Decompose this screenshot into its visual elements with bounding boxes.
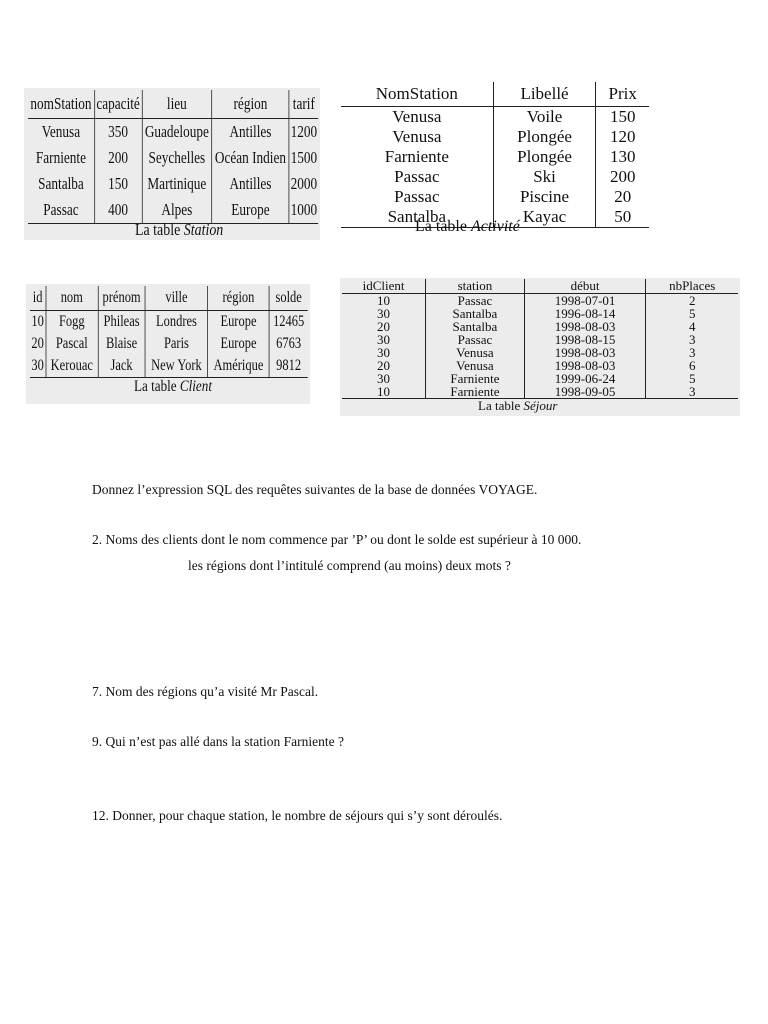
- table-cell: Europe: [212, 197, 289, 224]
- table-row: [341, 147, 649, 167]
- table-cell: Venusa: [426, 346, 525, 359]
- table-cell: Paris: [145, 333, 207, 355]
- table-cell: 150: [94, 171, 142, 197]
- question-12: 12. Donner, pour chaque station, le nombre de séjours qui s’y sont déroulés.: [92, 808, 503, 823]
- table-cell: Antilles: [212, 119, 289, 146]
- table-row: [28, 119, 318, 146]
- table-cell: 4: [688, 319, 696, 334]
- table-cell: 1999-06-24: [524, 372, 646, 385]
- caption-prefix: La table: [478, 398, 524, 413]
- table-cell: Santalba: [426, 320, 525, 333]
- table-row: [342, 372, 738, 385]
- activite-table-caption: [415, 218, 520, 236]
- activite-table: [341, 82, 649, 228]
- table-cell: 1998-08-15: [524, 333, 646, 346]
- table-cell: Passac: [28, 197, 94, 224]
- sejour-table-image: [340, 278, 740, 416]
- table-cell: 200: [94, 145, 142, 171]
- table-cell: Santalba: [28, 171, 94, 197]
- table-cell: Londres: [145, 311, 207, 334]
- table-cell: Venusa: [341, 127, 493, 147]
- table-cell: 150: [609, 107, 636, 126]
- table-cell: 200: [609, 167, 636, 186]
- caption-prefix: La table: [415, 218, 471, 235]
- table-cell: Europe: [208, 311, 270, 334]
- table-cell: 400: [94, 197, 142, 224]
- sejour-table: [342, 279, 738, 399]
- table-cell: 6: [688, 358, 696, 373]
- caption-table-name: Client: [179, 378, 212, 395]
- table-cell: 2000: [290, 174, 318, 193]
- column-header: début: [524, 279, 646, 294]
- table-cell: Kerouac: [46, 355, 98, 378]
- table-cell: Farniente: [341, 147, 493, 167]
- column-header: id: [30, 286, 46, 311]
- table-cell: Fogg: [46, 311, 98, 334]
- table-cell: Pascal: [46, 333, 98, 355]
- table-cell: Phileas: [98, 311, 145, 334]
- table-cell: 1998-09-05: [524, 385, 646, 399]
- table-cell: 350: [94, 119, 142, 146]
- table-cell: New York: [145, 355, 207, 378]
- table-cell: 50: [596, 207, 649, 228]
- station-table-image: [24, 88, 320, 240]
- table-cell: Blaise: [98, 333, 145, 355]
- table-row: [341, 167, 649, 187]
- table-row: [342, 294, 738, 308]
- table-cell: 2: [688, 293, 696, 308]
- caption-prefix: La table: [134, 378, 180, 395]
- table-cell: 30: [342, 372, 426, 385]
- column-header: région: [212, 90, 289, 119]
- table-row: [342, 385, 738, 399]
- table-cell: 20: [30, 333, 46, 355]
- table-row: [341, 107, 649, 128]
- table-cell: Alpes: [142, 197, 212, 224]
- client-table: [30, 286, 308, 378]
- table-header-row: [342, 279, 738, 294]
- table-cell: 20: [614, 187, 632, 206]
- table-row: [341, 187, 649, 207]
- table-cell: 10: [30, 311, 46, 334]
- table-cell: Jack: [98, 355, 145, 378]
- column-header: nom: [46, 286, 98, 311]
- table-row: [342, 359, 738, 372]
- column-header: station: [426, 279, 525, 294]
- table-cell: Venusa: [426, 359, 525, 372]
- column-header: solde: [269, 286, 307, 311]
- table-cell: 1998-08-03: [524, 320, 646, 333]
- table-cell: 1996-08-14: [524, 307, 646, 320]
- table-cell: Europe: [208, 333, 270, 355]
- table-header-row: [28, 90, 318, 119]
- table-row: [30, 333, 308, 355]
- table-row: [30, 311, 308, 334]
- table-row: [342, 320, 738, 333]
- table-row: [341, 127, 649, 147]
- table-cell: Venusa: [28, 119, 94, 146]
- table-row: [28, 171, 318, 197]
- column-header: région: [208, 286, 270, 311]
- table-cell: Amérique: [208, 355, 270, 378]
- table-cell: 5: [688, 306, 696, 321]
- question-7: 7. Nom des régions qu’a visité Mr Pascal.: [92, 684, 319, 699]
- table-cell: Océan Indien: [212, 145, 289, 171]
- table-cell: Plongée: [493, 127, 596, 147]
- station-table-caption: [135, 220, 223, 240]
- table-cell: Antilles: [212, 171, 289, 197]
- table-cell: Plongée: [493, 147, 596, 167]
- client-table-image: [26, 284, 310, 404]
- client-table-caption: [134, 378, 212, 396]
- table-cell: 3: [646, 385, 738, 399]
- table-cell: 1000: [289, 197, 318, 224]
- table-cell: Santalba: [426, 307, 525, 320]
- column-header: prénom: [98, 286, 145, 311]
- column-header: Prix: [596, 82, 649, 107]
- table-cell: 30: [342, 333, 426, 346]
- intro-paragraph: Donnez l’expression SQL des requêtes suivantes de la base de données VOYAGE.: [92, 482, 538, 497]
- table-cell: 5: [688, 371, 696, 386]
- table-cell: Farniente: [426, 385, 525, 399]
- table-cell: 1998-08-03: [524, 359, 646, 372]
- table-header-row: [341, 82, 649, 107]
- table-cell: 30: [342, 307, 426, 320]
- table-cell: Santalba: [341, 207, 493, 228]
- table-header-row: [30, 286, 308, 311]
- table-cell: Venusa: [341, 107, 493, 128]
- table-cell: 1998-08-03: [524, 346, 646, 359]
- column-header: nomStation: [28, 90, 94, 119]
- table-cell: 1998-07-01: [524, 294, 646, 308]
- station-table: [28, 90, 318, 224]
- table-cell: 1200: [290, 122, 318, 141]
- table-cell: 12465: [273, 313, 305, 330]
- table-row: [342, 333, 738, 346]
- table-cell: Guadeloupe: [142, 119, 212, 146]
- table-cell: Piscine: [493, 187, 596, 207]
- question-2: 2. Noms des clients dont le nom commence par ’P’ ou dont le solde est supérieur à 10 000.: [92, 532, 582, 547]
- table-cell: Martinique: [142, 171, 212, 197]
- table-row: [342, 346, 738, 359]
- table-cell: 3: [688, 332, 696, 347]
- table-cell: 1500: [290, 148, 318, 167]
- column-header: NomStation: [341, 82, 493, 107]
- column-header: tarif: [289, 90, 318, 119]
- table-cell: Kayac: [493, 207, 596, 228]
- table-cell: Passac: [426, 333, 525, 346]
- table-cell: 3: [688, 345, 696, 360]
- table-cell: Ski: [493, 167, 596, 187]
- table-row: [30, 355, 308, 378]
- table-cell: Farniente: [28, 145, 94, 171]
- caption-prefix: La table: [135, 220, 184, 239]
- table-row: [342, 307, 738, 320]
- table-cell: Passac: [341, 167, 493, 187]
- table-cell: 9812: [269, 355, 307, 378]
- column-header: capacité: [94, 90, 142, 119]
- table-cell: 30: [30, 355, 46, 378]
- table-cell: 10: [342, 385, 426, 399]
- table-cell: 30: [342, 346, 426, 359]
- table-cell: Seychelles: [142, 145, 212, 171]
- table-cell: Passac: [341, 187, 493, 207]
- question-9: 9. Qui n’est pas allé dans la station Farniente ?: [92, 734, 344, 749]
- activite-table-image: [337, 80, 647, 238]
- table-cell: 20: [342, 320, 426, 333]
- table-cell: Farniente: [426, 372, 525, 385]
- column-header: lieu: [142, 90, 212, 119]
- table-cell: Passac: [426, 294, 525, 308]
- table-row: [28, 145, 318, 171]
- caption-table-name: Activité: [470, 218, 520, 235]
- table-cell: 20: [342, 359, 426, 372]
- column-header: idClient: [342, 279, 426, 294]
- table-cell: 120: [609, 127, 636, 146]
- table-cell: 130: [609, 147, 636, 166]
- column-header: nbPlaces: [646, 279, 738, 294]
- column-header: ville: [145, 286, 207, 311]
- question-2-continuation: les régions dont l’intitulé comprend (au moins) deux mots ?: [188, 558, 511, 573]
- table-cell: 6763: [276, 335, 302, 352]
- table-cell: 10: [342, 294, 426, 308]
- table-cell: Voile: [493, 107, 596, 128]
- sejour-table-caption: [478, 398, 557, 414]
- caption-table-name: Séjour: [523, 398, 558, 413]
- caption-table-name: Station: [183, 220, 224, 239]
- column-header: Libellé: [493, 82, 596, 107]
